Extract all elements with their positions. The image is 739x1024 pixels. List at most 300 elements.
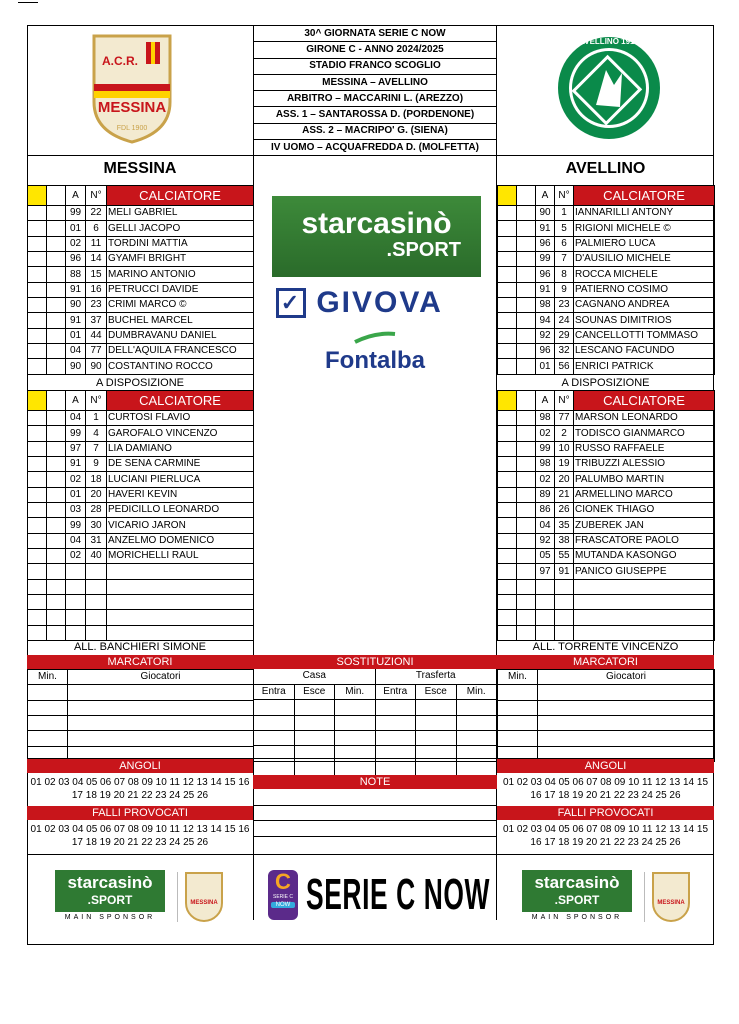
card-cell [498, 267, 517, 282]
player-name: TORDINI MATTIA [107, 236, 254, 251]
red-card-col [47, 391, 66, 411]
min-header: Min. [456, 684, 497, 699]
shirt-number: 19 [555, 457, 574, 472]
card-cell [498, 472, 517, 487]
subs-header: SOSTITUZIONI [253, 655, 497, 669]
shirt-number: 6 [86, 221, 107, 236]
birth-year: 96 [536, 344, 555, 359]
birth-year: 04 [66, 533, 86, 548]
shirt-number: 35 [555, 518, 574, 533]
card-cell [517, 344, 536, 359]
player-name: MUTANDA KASONGO [574, 549, 715, 564]
score-cell [28, 731, 68, 746]
card-cell [498, 359, 517, 374]
player-row [498, 298, 715, 313]
player-name: CIONEK THIAGO [574, 503, 715, 518]
messina-logo-small: MESSINA [652, 872, 690, 922]
sub-cell [335, 700, 376, 715]
match-info-line: ASS. 1 – SANTAROSSA D. (PORDENONE) [253, 107, 497, 123]
birth-year: 91 [66, 313, 86, 328]
score-cell [498, 731, 538, 746]
birth-year: 90 [536, 206, 555, 221]
sub-cell [416, 730, 457, 745]
card-cell [47, 487, 66, 502]
shirt-number: 20 [555, 472, 574, 487]
sub-cell [416, 700, 457, 715]
shirt-number: 24 [555, 313, 574, 328]
card-cell [517, 298, 536, 313]
birth-year: 01 [66, 221, 86, 236]
birth-year: 02 [536, 426, 555, 441]
sub-cell [254, 730, 295, 745]
match-info-line: MESSINA – AVELLINO [253, 74, 497, 90]
givova-logo: ✓ GIVOVA [276, 285, 476, 321]
player-name: IANNARILLI ANTONY [574, 206, 715, 221]
n-header: N° [555, 391, 574, 411]
player-row [28, 206, 254, 221]
card-cell [47, 313, 66, 328]
birth-year [66, 625, 86, 640]
shirt-number: 8 [555, 267, 574, 282]
card-cell [517, 206, 536, 221]
player-row [28, 533, 254, 548]
home-fouls-counts: 01 02 03 04 05 06 07 08 09 10 11 12 13 14 15 16 17 18 19 20 21 22 23 24 25 26 [30, 824, 250, 848]
player-row [28, 457, 254, 472]
card-cell [517, 579, 536, 594]
player-row [498, 221, 715, 236]
score-cell [68, 700, 254, 715]
birth-year: 91 [66, 282, 86, 297]
player-header: CALCIATORE [574, 186, 715, 206]
player-header: CALCIATORE [574, 391, 715, 411]
player-name [574, 610, 715, 625]
card-cell [28, 549, 47, 564]
player-name [574, 579, 715, 594]
player-row [498, 579, 715, 594]
esce-header: Esce [294, 684, 335, 699]
birth-year: 99 [66, 518, 86, 533]
card-cell [498, 221, 517, 236]
yellow-card-col [28, 391, 47, 411]
player-name: MORICHELLI RAUL [107, 549, 254, 564]
shirt-number: 1 [86, 411, 107, 426]
card-cell [517, 267, 536, 282]
card-cell [498, 457, 517, 472]
card-cell [47, 411, 66, 426]
card-cell [517, 313, 536, 328]
card-cell [498, 533, 517, 548]
card-cell [517, 359, 536, 374]
home-coach: ALL. BANCHIERI SIMONE [73, 641, 207, 653]
card-cell [498, 579, 517, 594]
score-cell [538, 716, 715, 731]
shirt-number: 2 [555, 426, 574, 441]
sub-cell [335, 715, 376, 730]
card-cell [498, 298, 517, 313]
card-cell [517, 236, 536, 251]
shirt-number: 21 [555, 487, 574, 502]
card-cell [47, 457, 66, 472]
sub-cell [456, 730, 497, 745]
player-name: ZUBEREK JAN [574, 518, 715, 533]
player-row [498, 344, 715, 359]
birth-year: 99 [536, 441, 555, 456]
card-cell [498, 595, 517, 610]
birth-year: 86 [536, 503, 555, 518]
player-row [28, 359, 254, 374]
card-cell [517, 487, 536, 502]
player-name: MARSON LEONARDO [574, 411, 715, 426]
away-team-name: AVELLINO [565, 160, 646, 177]
match-info [253, 25, 497, 156]
player-name: HAVERI KEVIN [107, 487, 254, 502]
home-fouls-header: FALLI PROVOCATI [27, 806, 253, 820]
card-cell [47, 518, 66, 533]
shirt-number: 23 [555, 298, 574, 313]
casa-header: Casa [254, 669, 376, 684]
card-cell [498, 564, 517, 579]
birth-year: 99 [66, 206, 86, 221]
card-cell [517, 518, 536, 533]
card-cell [47, 328, 66, 343]
card-cell [47, 359, 66, 374]
red-card-col [517, 391, 536, 411]
card-cell [498, 344, 517, 359]
a-header: A [536, 391, 555, 411]
card-cell [28, 328, 47, 343]
birth-year: 97 [66, 441, 86, 456]
shirt-number [86, 625, 107, 640]
birth-year [536, 579, 555, 594]
player-name: RUSSO RAFFAELE [574, 441, 715, 456]
away-starters-table [497, 185, 715, 375]
player-name: TRIBUZZI ALESSIO [574, 457, 715, 472]
away-fouls-header: FALLI PROVOCATI [497, 806, 714, 820]
card-cell [498, 503, 517, 518]
score-cell [538, 700, 715, 715]
birth-year: 94 [536, 313, 555, 328]
logo-text: AVELLINO 1912 [579, 37, 639, 46]
away-bench-label: A DISPOSIZIONE [561, 377, 650, 389]
shirt-number: 77 [555, 411, 574, 426]
away-scorers-header: MARCATORI [497, 655, 714, 669]
card-cell [47, 472, 66, 487]
sub-cell [335, 730, 376, 745]
shirt-number: 23 [86, 298, 107, 313]
shirt-number [555, 595, 574, 610]
card-cell [47, 282, 66, 297]
sub-cell [456, 715, 497, 730]
player-row [498, 457, 715, 472]
player-row [498, 518, 715, 533]
player-name: LESCANO FACUNDO [574, 344, 715, 359]
player-row [498, 487, 715, 502]
player-row [498, 236, 715, 251]
shirt-number: 90 [86, 359, 107, 374]
card-cell [517, 610, 536, 625]
giocatori-header: Giocatori [538, 670, 715, 685]
away-coach: ALL. TORRENTE VINCENZO [532, 641, 679, 653]
card-cell [517, 533, 536, 548]
card-cell [47, 426, 66, 441]
player-row [498, 359, 715, 374]
card-cell [498, 549, 517, 564]
player-name [107, 625, 254, 640]
logo-name: MESSINA [97, 99, 167, 116]
serie-c-now-logo: C SERIE C NOW SERIE C NOW [268, 868, 488, 922]
card-cell [28, 503, 47, 518]
card-cell [517, 549, 536, 564]
n-header: N° [86, 391, 107, 411]
player-row [28, 267, 254, 282]
player-name [107, 579, 254, 594]
player-row [498, 441, 715, 456]
min-header: Min. [335, 684, 376, 699]
card-cell [28, 487, 47, 502]
player-name: D'AUSILIO MICHELE [574, 252, 715, 267]
shirt-number: 29 [555, 328, 574, 343]
birth-year: 92 [536, 328, 555, 343]
player-row [28, 549, 254, 564]
a-header: A [66, 391, 86, 411]
player-row [28, 579, 254, 594]
card-cell [517, 328, 536, 343]
shirt-number: 15 [86, 267, 107, 282]
player-row [498, 426, 715, 441]
player-name: ARMELLINO MARCO [574, 487, 715, 502]
player-name: TODISCO GIANMARCO [574, 426, 715, 441]
shirt-number [86, 610, 107, 625]
away-scorers-table [497, 669, 715, 762]
shirt-number: 7 [555, 252, 574, 267]
card-cell [517, 457, 536, 472]
trasferta-header: Trasferta [375, 669, 497, 684]
player-row [28, 313, 254, 328]
home-scorers-header: MARCATORI [27, 655, 253, 669]
notes-header: NOTE [253, 775, 497, 789]
match-info-line: 30^ GIORNATA SERIE C NOW [253, 26, 497, 42]
shirt-number [86, 579, 107, 594]
card-cell [517, 625, 536, 640]
card-cell [498, 625, 517, 640]
player-row [498, 313, 715, 328]
home-team-name: MESSINA [103, 160, 177, 177]
sub-cell [456, 700, 497, 715]
player-row [28, 625, 254, 640]
away-main-sponsor: starcasinò .SPORT MAIN SPONSOR MESSINA [522, 870, 692, 925]
sub-cell [375, 715, 416, 730]
entra-header: Entra [254, 684, 295, 699]
card-cell [498, 328, 517, 343]
min-header: Min. [28, 670, 68, 685]
player-row [28, 441, 254, 456]
shirt-number: 56 [555, 359, 574, 374]
card-cell [517, 564, 536, 579]
entra-header: Entra [375, 684, 416, 699]
birth-year: 04 [66, 344, 86, 359]
away-fouls-counts: 01 02 03 04 05 06 07 08 09 10 11 12 13 14 15 16 17 18 19 20 21 22 23 24 25 26 [503, 824, 708, 848]
card-cell [517, 441, 536, 456]
shirt-number [555, 625, 574, 640]
player-row [498, 282, 715, 297]
card-cell [28, 472, 47, 487]
a-header: A [66, 186, 86, 206]
player-name: LUCIANI PIERLUCA [107, 472, 254, 487]
shirt-number: 14 [86, 252, 107, 267]
score-cell [28, 716, 68, 731]
shirt-number: 32 [555, 344, 574, 359]
player-name: MARINO ANTONIO [107, 267, 254, 282]
birth-year: 01 [66, 328, 86, 343]
shirt-number: 18 [86, 472, 107, 487]
away-corners-header: ANGOLI [497, 759, 714, 773]
player-row [498, 533, 715, 548]
player-name: ROCCA MICHELE [574, 267, 715, 282]
birth-year: 96 [536, 236, 555, 251]
birth-year: 04 [536, 518, 555, 533]
player-name: DELL'AQUILA FRANCESCO [107, 344, 254, 359]
player-row [498, 549, 715, 564]
card-cell [28, 441, 47, 456]
player-row [498, 503, 715, 518]
shirt-number: 9 [86, 457, 107, 472]
fontalba-logo: Fontalba [310, 330, 440, 375]
card-cell [47, 579, 66, 594]
min-header: Min. [498, 670, 538, 685]
esce-header: Esce [416, 684, 457, 699]
card-cell [28, 344, 47, 359]
score-cell [498, 685, 538, 700]
player-name: GYAMFI BRIGHT [107, 252, 254, 267]
birth-year: 91 [536, 282, 555, 297]
card-cell [498, 518, 517, 533]
card-cell [47, 625, 66, 640]
avellino-logo [556, 35, 662, 141]
card-cell [498, 252, 517, 267]
sub-cell [254, 700, 295, 715]
birth-year: 98 [536, 457, 555, 472]
card-cell [28, 610, 47, 625]
home-bench-label: A DISPOSIZIONE [95, 377, 185, 389]
card-cell [47, 533, 66, 548]
card-cell [47, 221, 66, 236]
match-info-line: ARBITRO – MACCARINI L. (AREZZO) [253, 91, 497, 107]
card-cell [498, 236, 517, 251]
card-cell [47, 236, 66, 251]
starcasino-banner: starcasinò .SPORT [272, 196, 481, 277]
match-info-line: ASS. 2 – MACRIPO' G. (SIENA) [253, 123, 497, 139]
shirt-number: 5 [555, 221, 574, 236]
score-cell [28, 685, 68, 700]
player-name [574, 595, 715, 610]
card-cell [47, 610, 66, 625]
score-cell [498, 700, 538, 715]
player-row [28, 595, 254, 610]
a-header: A [536, 186, 555, 206]
shirt-number: 37 [86, 313, 107, 328]
player-name: PALMIERO LUCA [574, 236, 715, 251]
birth-year [536, 610, 555, 625]
card-cell [498, 206, 517, 221]
player-row [28, 298, 254, 313]
n-header: N° [86, 186, 107, 206]
card-cell [28, 533, 47, 548]
giocatori-header: Giocatori [68, 670, 254, 685]
player-name: CURTOSI FLAVIO [107, 411, 254, 426]
player-name: PETRUCCI DAVIDE [107, 282, 254, 297]
card-cell [28, 267, 47, 282]
player-row [498, 595, 715, 610]
card-cell [28, 236, 47, 251]
card-cell [28, 359, 47, 374]
match-info-line: IV UOMO – ACQUAFREDDA D. (MOLFETTA) [253, 140, 497, 156]
card-cell [47, 267, 66, 282]
player-name: FRASCATORE PAOLO [574, 533, 715, 548]
birth-year: 96 [536, 267, 555, 282]
birth-year: 91 [536, 221, 555, 236]
away-corners-counts: 01 02 03 04 05 06 07 08 09 10 11 12 13 14 15 16 17 18 19 20 21 22 23 24 25 26 [503, 777, 708, 801]
player-row [498, 564, 715, 579]
player-name: BUCHEL MARCEL [107, 313, 254, 328]
logo-est: FDL 1900 [116, 125, 148, 132]
shirt-number: 22 [86, 206, 107, 221]
player-name [574, 625, 715, 640]
shirt-number: 91 [555, 564, 574, 579]
shirt-number: 11 [86, 236, 107, 251]
player-row [498, 472, 715, 487]
player-row [498, 267, 715, 282]
score-cell [538, 731, 715, 746]
birth-year: 01 [536, 359, 555, 374]
birth-year: 02 [66, 549, 86, 564]
logo-text: A.C.R. [102, 54, 138, 68]
player-row [28, 328, 254, 343]
shirt-number: 77 [86, 344, 107, 359]
sub-cell [416, 715, 457, 730]
shirt-number: 6 [555, 236, 574, 251]
home-main-sponsor: starcasinò .SPORT MAIN SPONSOR MESSINA [55, 870, 225, 925]
shirt-number [86, 564, 107, 579]
birth-year: 04 [66, 411, 86, 426]
player-row [498, 625, 715, 640]
card-cell [47, 595, 66, 610]
away-subs-table [497, 390, 715, 641]
player-row [28, 610, 254, 625]
card-cell [517, 411, 536, 426]
birth-year: 97 [536, 564, 555, 579]
birth-year: 99 [66, 426, 86, 441]
birth-year: 98 [536, 411, 555, 426]
card-cell [498, 282, 517, 297]
player-name: CRIMI MARCO © [107, 298, 254, 313]
card-cell [47, 564, 66, 579]
shirt-number: 9 [555, 282, 574, 297]
player-name: PATIERNO COSIMO [574, 282, 715, 297]
substitutions-table [253, 669, 497, 777]
birth-year [536, 595, 555, 610]
card-cell [498, 411, 517, 426]
player-row [28, 221, 254, 236]
shirt-number: 10 [555, 441, 574, 456]
home-corners-counts: 01 02 03 04 05 06 07 08 09 10 11 12 13 14 15 16 17 18 19 20 21 22 23 24 25 26 [30, 777, 250, 801]
player-row [498, 328, 715, 343]
player-name [107, 610, 254, 625]
sub-cell [375, 730, 416, 745]
player-row [28, 344, 254, 359]
card-cell [28, 564, 47, 579]
sub-cell [254, 715, 295, 730]
card-cell [498, 487, 517, 502]
